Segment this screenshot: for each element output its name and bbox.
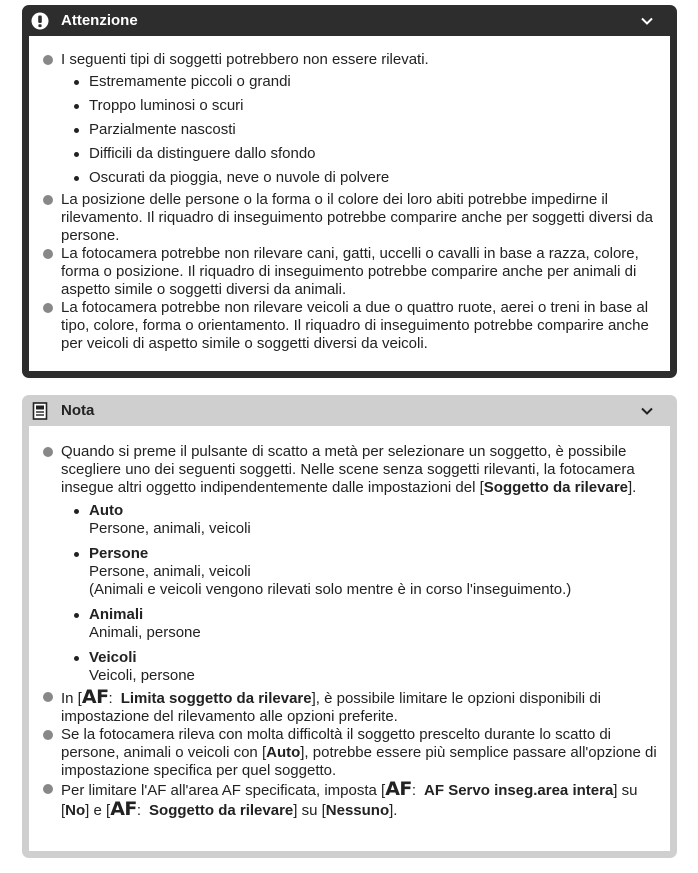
note-title: Nota <box>61 401 95 419</box>
sub-list-item: Troppo luminosi o scuri <box>61 97 660 121</box>
menu-keyword: Nessuno <box>325 802 390 819</box>
list-item: La fotocamera potrebbe non rilevare veicoli a due o quattro ruote, aerei o treni in base al tipo, colore, forma o orientamento. Il riquadro di inseguimento potrebbe comparire anche per veicoli di aspetto simile o soggetti diversi da veicoli. <box>41 299 660 353</box>
chevron-down-icon[interactable] <box>639 13 655 29</box>
caution-body <box>29 36 670 371</box>
note-body <box>29 426 670 851</box>
list-item: Se la fotocamera rileva con molta difficoltà il soggetto prescelto durante lo scatto di persone, animali o veicoli con [Auto], potrebbe essere più semplice passare all'opzione di impostazione specifica per quel soggetto. <box>41 726 660 780</box>
menu-keyword: Auto <box>266 744 301 761</box>
list-item: Quando si preme il pulsante di scatto a metà per selezionare un soggetto, è possibile scegliere uno dei seguenti soggetti. Nelle scene senza soggetti rilevanti, la fotocamera insegue altri oggetto indipendentemente dalle impostazioni del [Soggetto da rilevare]. Auto Persone, animali, veicoli Persone Persone, animali, veicoli (Animali e veicoli vengono rilevati solo mentre è in corso l'inseguimento.) Animali Animali, persone Veicoli Veicoli, persone <box>41 443 660 685</box>
exclamation-icon <box>31 12 49 30</box>
sub-list-item: Parzialmente nascosti <box>61 121 660 145</box>
sub-list-item: Oscurati da pioggia, neve o nuvole di polvere <box>61 169 660 189</box>
menu-keyword: Soggetto da rilevare <box>149 802 294 819</box>
caution-header[interactable] <box>22 5 677 36</box>
menu-keyword: Limita soggetto da rilevare <box>120 690 312 707</box>
list-item: I seguenti tipi di soggetti potrebbero non essere rilevati. Estremamente piccoli o grandi Troppo luminosi o scuri Parzialmente nascosti Difficili da distinguere dallo sfondo Oscurati da pioggia, neve o nuvole di polvere <box>41 51 660 189</box>
list-item: Per limitare l'AF all'area AF specificata, imposta [AF: AF Servo inseg.area intera] su [No] e [AF: Soggetto da rilevare] su [Nessuno]. <box>41 780 660 820</box>
menu-keyword: AF Servo inseg.area intera <box>424 782 614 799</box>
caution-list <box>41 51 660 353</box>
subject-item-veicoli: Veicoli Veicoli, persone <box>61 649 660 685</box>
note-list <box>41 443 660 820</box>
menu-keyword: No <box>65 802 86 819</box>
caution-box <box>22 5 677 378</box>
sub-list-item: Estremamente piccoli o grandi <box>61 73 660 97</box>
af-icon: AF <box>385 778 412 800</box>
sub-list <box>61 73 660 189</box>
subject-item-auto: Auto Persone, animali, veicoli <box>61 502 660 538</box>
memo-icon <box>31 402 49 420</box>
list-item: La fotocamera potrebbe non rilevare cani, gatti, uccelli o cavalli in base a razza, colore, forma o posizione. Il riquadro di inseguimento potrebbe comparire anche per animali di aspetto simile o soggetti diversi da animali. <box>41 245 660 299</box>
af-icon: AF <box>81 686 109 708</box>
subject-item-animali: Animali Animali, persone <box>61 606 660 642</box>
list-item: In [AF: Limita soggetto da rilevare], è possibile limitare le opzioni disponibili di impostazione del rilevamento alle opzioni preferite. <box>41 688 660 726</box>
menu-keyword: Soggetto da rilevare <box>483 479 629 496</box>
chevron-down-icon[interactable] <box>639 403 655 419</box>
sub-list-item: Difficili da distinguere dallo sfondo <box>61 145 660 169</box>
af-icon: AF <box>110 798 137 820</box>
subject-item-persone: Persone Persone, animali, veicoli (Animali e veicoli vengono rilevati solo mentre è in corso l'inseguimento.) <box>61 545 660 599</box>
subject-list <box>61 502 660 685</box>
caution-title: Attenzione <box>61 11 138 29</box>
note-box <box>22 395 677 858</box>
note-header[interactable] <box>22 395 677 426</box>
list-item: La posizione delle persone o la forma o il colore dei loro abiti potrebbe impedirne il rilevamento. Il riquadro di inseguimento potrebbe comparire anche per soggetti diversi da persone. <box>41 191 660 245</box>
